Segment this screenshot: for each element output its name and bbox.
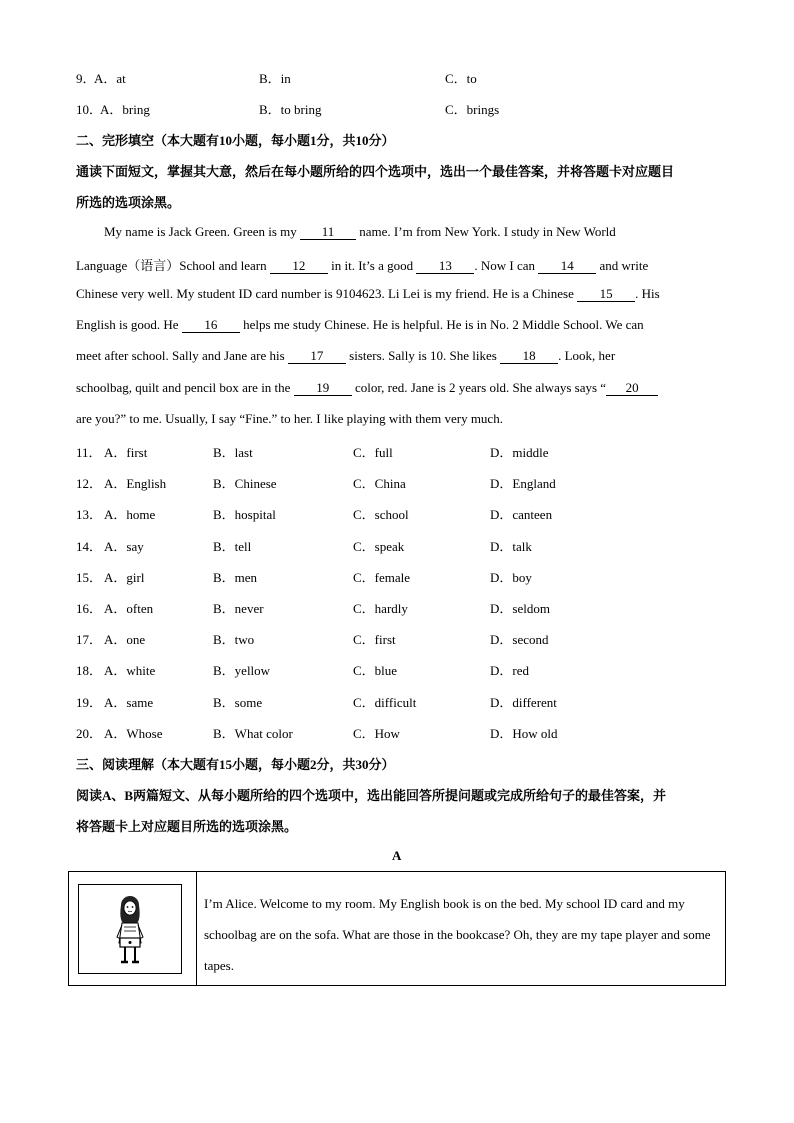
passage-line-6 [76,380,714,396]
option-a: A．Whose [104,726,163,741]
blank-19: 19 [294,381,352,396]
option-c: C．brings [445,102,500,117]
passage-text: My name is Jack Green. Green is my [104,224,301,239]
option-d: D．canteen [490,507,553,522]
blank-15: 15 [577,287,635,302]
section-3-title: 三、阅读理解（本大题有15小题，每小题2分，共30分） [76,757,395,772]
option-c: C．speak [353,539,405,554]
passage-line-3 [76,286,714,302]
option-a: A．white [104,663,156,678]
option-b: B．two [213,632,255,647]
option-c: C．hardly [353,601,408,616]
option-b: B．last [213,445,253,460]
question-number: 19． [76,695,103,710]
option-d: D．red [490,663,529,678]
passage-a-box [68,871,726,986]
question-number: 20． [76,726,103,741]
passage-text: color, red. Jane is 2 years old. She always says “ [351,380,607,395]
option-d: D．talk [490,539,532,554]
blank-17: 17 [288,349,346,364]
passage-line-2 [76,255,714,274]
question-number: 18． [76,663,103,678]
passage-text: Chinese very well. My student ID card number is 9104623. Li Lei is my friend. He is a Chinese [76,286,578,301]
question-number: 10． [76,102,103,117]
option-a: A．same [104,695,154,710]
section-2-title: 二、完形填空（本大题有10小题，每小题1分，共10分） [76,133,395,148]
passage-text: . Look, her [558,348,616,363]
option-d: D．seldom [490,601,550,616]
passage-a-heading: A [392,848,402,863]
option-d: D．boy [490,570,532,585]
question-number: 12． [76,476,103,491]
option-c: C．full [353,445,393,460]
passage-text: and write [596,258,649,273]
blank-16: 16 [182,318,240,333]
passage-a-image-cell [69,872,197,985]
question-number: 16． [76,601,103,616]
blank-20: 20 [606,381,658,396]
option-c: C．female [353,570,411,585]
option-d: D．How old [490,726,558,741]
passage-text: Language（语言）School and learn [76,258,270,273]
question-number: 9． [76,71,96,86]
option-d: D．different [490,695,557,710]
question-number: 14． [76,539,103,554]
question-number: 11． [76,445,102,460]
girl-illustration [78,884,182,974]
blank-18: 18 [500,349,558,364]
option-a: A．one [104,632,146,647]
passage-text: . His [635,286,660,301]
option-b: B．hospital [213,507,276,522]
option-b: B．to bring [259,102,322,117]
option-c: C．difficult [353,695,417,710]
section-3-instruction-line-2: 将答题卡上对应题目所选的选项涂黑。 [76,819,298,834]
option-d: D．middle [490,445,549,460]
passage-text: helps me study Chinese. He is helpful. He is in No. 2 Middle School. We can [239,317,644,332]
passage-text: name. I’m from New York. I study in New World [356,224,616,239]
option-a: A．often [104,601,154,616]
passage-line-5 [76,348,714,364]
blank-11: 11 [300,225,356,240]
option-c: C．How [353,726,400,741]
option-b: B．in [259,71,291,86]
option-d: D．second [490,632,549,647]
option-c: C．China [353,476,406,491]
section-2-instruction-line-1: 通读下面短文，掌握其大意，然后在每小题所给的四个选项中，选出一个最佳答案，并将答题卡对应题目 [76,164,675,179]
passage-line-1 [104,224,742,240]
option-c: C．to [445,71,477,86]
blank-13: 13 [416,259,474,274]
passage-text: sisters. Sally is 10. She likes [345,348,501,363]
passage-text: meet after school. Sally and Jane are his [76,348,288,363]
option-a: A．say [104,539,144,554]
passage-a-text: I’m Alice. Welcome to my room. My English book is on the bed. My school ID card and my schoolbag are on the sofa. What are those in the bookcase? Oh, they are my tape player and some tapes. [204,896,711,973]
option-b: B．tell [213,539,252,554]
passage-text: English is good. He [76,317,182,332]
blank-12: 12 [270,259,328,274]
option-b: B．never [213,601,264,616]
section-2-instruction-line-2: 所选的选项涂黑。 [76,195,181,210]
passage-line-4 [76,317,714,333]
option-b: B．some [213,695,263,710]
question-number: 17． [76,632,103,647]
option-a: A．at [94,71,126,86]
question-number: 15． [76,570,103,585]
option-b: B．Chinese [213,476,277,491]
option-c: C．first [353,632,396,647]
blank-14: 14 [538,259,596,274]
passage-text: . Now I can [474,258,539,273]
passage-line-7: are you?” to me. Usually, I say “Fine.” to her. I like playing with them very much. [76,411,503,426]
option-b: B．yellow [213,663,271,678]
option-c: C．school [353,507,409,522]
option-a: A．home [104,507,156,522]
option-a: A．English [104,476,167,491]
question-number: 13． [76,507,103,522]
girl-icon [79,885,181,973]
section-3-instruction-line-1: 阅读A、B两篇短文、从每小题所给的四个选项中，选出能回答所提问题或完成所给句子的最佳答案，并 [76,788,667,803]
option-a: A．first [104,445,148,460]
passage-text: in it. It’s a good [327,258,417,273]
passage-text: schoolbag, quilt and pencil box are in the [76,380,294,395]
option-b: B．men [213,570,258,585]
option-b: B．What color [213,726,293,741]
option-a: A．bring [100,102,150,117]
option-a: A．girl [104,570,145,585]
option-d: D．England [490,476,556,491]
option-c: C．blue [353,663,398,678]
